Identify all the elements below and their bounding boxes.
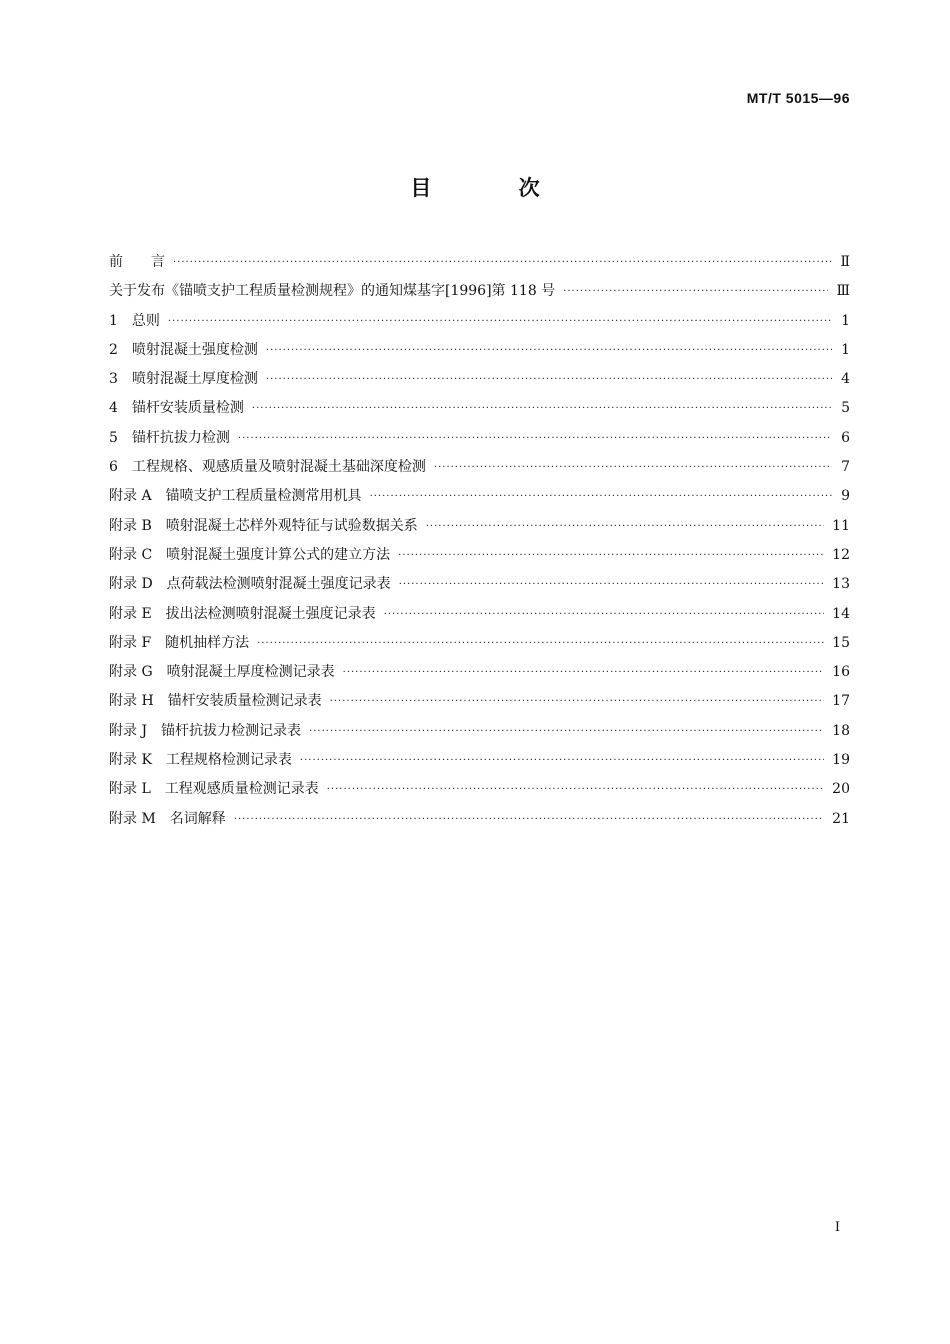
toc-entry-page: 12 — [832, 546, 850, 563]
toc-entry-appendix-j[interactable] — [109, 717, 850, 746]
toc-entry-appendix-m[interactable] — [109, 805, 850, 834]
toc-entry-page: 7 — [841, 459, 850, 476]
toc-leader-dots — [309, 717, 824, 746]
toc-entry-label: 1 总则 — [109, 312, 160, 329]
toc-entry-page: 11 — [832, 517, 850, 534]
toc-entry-label: 附录 G 喷射混凝土厚度检测记录表 — [109, 664, 335, 681]
toc-entry-page: 1 — [841, 312, 850, 329]
toc-entry-page: 4 — [841, 371, 850, 388]
toc-entry-page: 21 — [832, 810, 850, 827]
toc-leader-dots — [370, 482, 832, 511]
toc-entry-label: 附录 F 随机抽样方法 — [109, 634, 250, 651]
toc-entry-page: 5 — [841, 400, 850, 417]
toc-leader-dots — [426, 512, 824, 541]
toc-entry-page: 14 — [832, 605, 850, 622]
toc-entry-page: 20 — [832, 781, 850, 798]
toc-entry-4[interactable] — [109, 394, 850, 423]
page-number: I — [834, 1220, 840, 1235]
toc-entry-appendix-c[interactable] — [109, 541, 850, 570]
toc-entry-label: 5 锚杆抗拔力检测 — [109, 429, 230, 446]
toc-entry-page: Ⅱ — [840, 254, 850, 270]
toc-leader-dots — [168, 307, 832, 336]
toc-leader-dots — [257, 629, 824, 658]
toc-entry-label: 附录 A 锚喷支护工程质量检测常用机具 — [109, 488, 362, 505]
toc-entry-label: 3 喷射混凝土厚度检测 — [109, 371, 258, 388]
toc-entry-6[interactable] — [109, 453, 850, 482]
toc-leader-dots — [173, 248, 832, 277]
toc-entry-label: 附录 M 名词解释 — [109, 810, 226, 827]
toc-leader-dots — [266, 336, 832, 365]
toc-entry-label: 前 言 — [109, 254, 165, 270]
toc-leader-dots — [399, 570, 824, 599]
toc-entry-page: Ⅲ — [836, 283, 850, 300]
toc-entry-label: 附录 L 工程观感质量检测记录表 — [109, 781, 319, 798]
toc-entry-label: 附录 H 锚杆安装质量检测记录表 — [109, 693, 322, 710]
toc-leader-dots — [327, 775, 824, 804]
toc-entry-page: 15 — [832, 634, 850, 651]
toc-leader-dots — [398, 541, 824, 570]
toc-entry-label: 关于发布《锚喷支护工程质量检测规程》的通知煤基字[1996]第 118 号 — [109, 283, 556, 300]
toc-leader-dots — [266, 365, 832, 394]
toc-leader-dots — [330, 687, 825, 716]
toc-entry-page: 17 — [832, 693, 850, 710]
toc-entry-5[interactable] — [109, 424, 850, 453]
toc-entry-label: 4 锚杆安装质量检测 — [109, 400, 244, 417]
toc-leader-dots — [300, 746, 824, 775]
toc-entry-label: 附录 E 拔出法检测喷射混凝土强度记录表 — [109, 605, 376, 622]
toc-entry-appendix-d[interactable] — [109, 570, 850, 599]
toc-leader-dots — [563, 277, 828, 306]
toc-entry-page: 16 — [832, 664, 850, 681]
toc-entry-page: 19 — [832, 752, 850, 769]
standard-code: MT/T 5015—96 — [746, 90, 850, 106]
table-of-contents — [109, 248, 850, 834]
toc-leader-dots — [238, 424, 832, 453]
toc-entry-appendix-h[interactable] — [109, 687, 850, 716]
toc-entry-1[interactable] — [109, 307, 850, 336]
toc-leader-dots — [234, 805, 824, 834]
toc-entry-appendix-b[interactable] — [109, 512, 850, 541]
toc-entry-page: 18 — [832, 722, 850, 739]
toc-entry-label: 附录 J 锚杆抗拔力检测记录表 — [109, 722, 302, 739]
toc-entry-page: 13 — [832, 576, 850, 593]
page-title: 目 次 — [410, 175, 580, 200]
toc-leader-dots — [252, 394, 832, 423]
toc-entry-3[interactable] — [109, 365, 850, 394]
toc-entry-notice[interactable] — [109, 277, 850, 306]
toc-entry-preface[interactable] — [109, 248, 850, 277]
toc-entry-appendix-l[interactable] — [109, 775, 850, 804]
toc-entry-appendix-e[interactable] — [109, 600, 850, 629]
toc-entry-label: 6 工程规格、观感质量及喷射混凝土基础深度检测 — [109, 459, 426, 476]
toc-leader-dots — [434, 453, 832, 482]
toc-entry-page: 6 — [841, 429, 850, 446]
toc-entry-label: 附录 C 喷射混凝土强度计算公式的建立方法 — [109, 546, 391, 563]
toc-entry-appendix-a[interactable] — [109, 482, 850, 511]
toc-entry-2[interactable] — [109, 336, 850, 365]
toc-leader-dots — [343, 658, 825, 687]
toc-entry-label: 附录 D 点荷载法检测喷射混凝土强度记录表 — [109, 576, 391, 593]
toc-entry-appendix-f[interactable] — [109, 629, 850, 658]
toc-entry-page: 1 — [841, 341, 850, 358]
toc-entry-appendix-g[interactable] — [109, 658, 850, 687]
toc-entry-label: 附录 B 喷射混凝土芯样外观特征与试验数据关系 — [109, 517, 418, 534]
toc-entry-appendix-k[interactable] — [109, 746, 850, 775]
toc-leader-dots — [384, 600, 825, 629]
toc-entry-label: 2 喷射混凝土强度检测 — [109, 341, 258, 358]
toc-entry-label: 附录 K 工程规格检测记录表 — [109, 752, 292, 769]
toc-entry-page: 9 — [841, 488, 850, 505]
